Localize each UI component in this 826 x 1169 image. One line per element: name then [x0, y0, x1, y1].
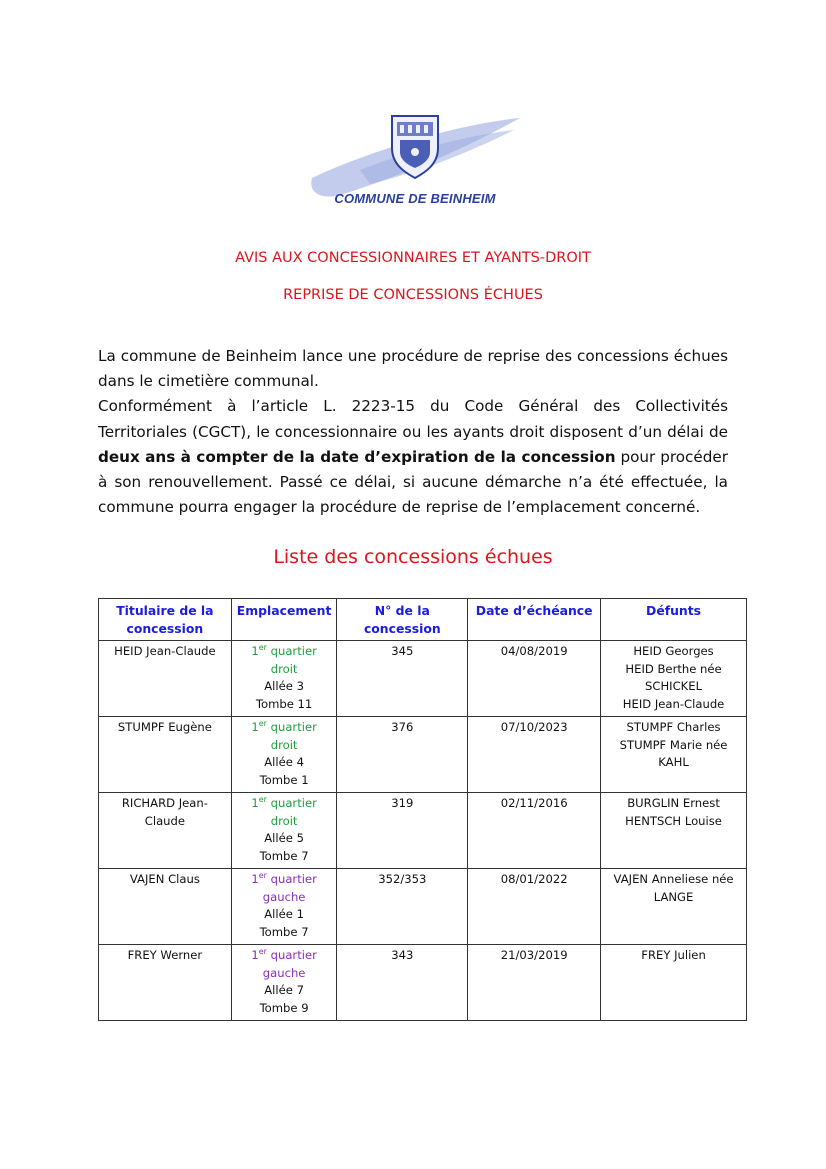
cell-deceased [601, 641, 747, 717]
cell-expiry: 07/10/2023 [468, 717, 601, 793]
table-row [99, 641, 747, 717]
location-quarter: 1er quartier gauche [251, 947, 317, 980]
concessions-table [98, 598, 747, 1021]
cell-holder: VAJEN Claus [99, 869, 232, 945]
location-quarter: 1er quartier gauche [251, 871, 317, 904]
notice-title: AVIS AUX CONCESSIONNAIRES ET AYANTS-DROIT [235, 250, 591, 266]
cell-number: 376 [337, 717, 468, 793]
header-number: N° de la concession [337, 599, 468, 641]
location-tomb: Tombe 9 [259, 1000, 309, 1015]
cell-expiry: 21/03/2019 [468, 945, 601, 1021]
cell-holder: RICHARD Jean-Claude [99, 793, 232, 869]
cell-expiry: 02/11/2016 [468, 793, 601, 869]
location-tomb: Tombe 1 [259, 772, 309, 787]
cell-location [231, 793, 337, 869]
table-row [99, 793, 747, 869]
cell-holder: STUMPF Eugène [99, 717, 232, 793]
paragraph-intro: La commune de Beinheim lance une procédure de reprise des concessions échues dans le cimetière communal. [98, 347, 728, 391]
deceased-name: STUMPF Marie née KAHL [619, 737, 728, 769]
cell-deceased [601, 717, 747, 793]
paragraph-legal [98, 394, 728, 520]
location-tomb: Tombe 11 [255, 696, 313, 711]
cell-location [231, 945, 337, 1021]
notice-subtitle: REPRISE DE CONCESSIONS ÉCHUES [283, 287, 543, 303]
location-quarter: 1er quartier droit [251, 719, 317, 752]
paragraph-legal-bold: deux ans à compter de la date d’expiration de la concession [98, 447, 616, 466]
cell-number: 319 [337, 793, 468, 869]
deceased-name: FREY Julien [641, 948, 706, 962]
logo-caption: COMMUNE DE BEINHEIM [334, 191, 496, 206]
deceased-name: VAJEN Anneliese née LANGE [613, 872, 734, 904]
deceased-name: HEID Georges [633, 644, 714, 658]
list-title: Liste des concessions échues [273, 546, 553, 568]
cell-deceased [601, 945, 747, 1021]
cell-holder: FREY Werner [99, 945, 232, 1021]
table-row [99, 945, 747, 1021]
deceased-name: STUMPF Charles [626, 720, 721, 734]
cell-number: 345 [337, 641, 468, 717]
table-row [99, 717, 747, 793]
header-deceased: Défunts [601, 599, 747, 641]
location-tomb: Tombe 7 [259, 924, 309, 939]
cell-deceased [601, 869, 747, 945]
header-holder: Titulaire de la concession [99, 599, 232, 641]
paragraph-legal-start: Conformément à l’article L. 2223-15 du Code Général des Collectivités Territoriales (CGCT), le concessionnaire ou les ayants droit disposent d’un délai de [98, 397, 728, 441]
cell-location [231, 717, 337, 793]
cell-deceased [601, 793, 747, 869]
header-expiry: Date d’échéance [468, 599, 601, 641]
deceased-name: HENTSCH Louise [625, 813, 722, 828]
location-alley: Allée 7 [264, 983, 304, 997]
location-alley: Allée 1 [264, 907, 304, 921]
cell-location [231, 869, 337, 945]
location-alley: Allée 4 [264, 755, 304, 769]
location-alley: Allée 3 [264, 679, 304, 693]
table-header-row [99, 599, 747, 641]
location-quarter: 1er quartier droit [251, 795, 317, 828]
header-location: Emplacement [231, 599, 337, 641]
cell-number: 343 [337, 945, 468, 1021]
deceased-name: HEID Jean-Claude [622, 696, 725, 711]
deceased-name: HEID Berthe née SCHICKEL [625, 661, 722, 693]
cell-holder: HEID Jean-Claude [99, 641, 232, 717]
location-quarter: 1er quartier droit [251, 643, 317, 676]
cell-expiry: 08/01/2022 [468, 869, 601, 945]
table-row [99, 869, 747, 945]
cell-expiry: 04/08/2019 [468, 641, 601, 717]
deceased-name: BURGLIN Ernest [627, 796, 720, 810]
cell-location [231, 641, 337, 717]
location-tomb: Tombe 7 [259, 848, 309, 863]
paragraph-legal-end: pour procéder à son renouvellement. Passé ce délai, si aucune démarche n’a été effectuée, la commune pourra engager la procédure de reprise de l’emplacement concerné. [98, 447, 728, 517]
cell-number: 352/353 [337, 869, 468, 945]
notice-body [98, 344, 728, 520]
location-alley: Allée 5 [264, 831, 304, 845]
